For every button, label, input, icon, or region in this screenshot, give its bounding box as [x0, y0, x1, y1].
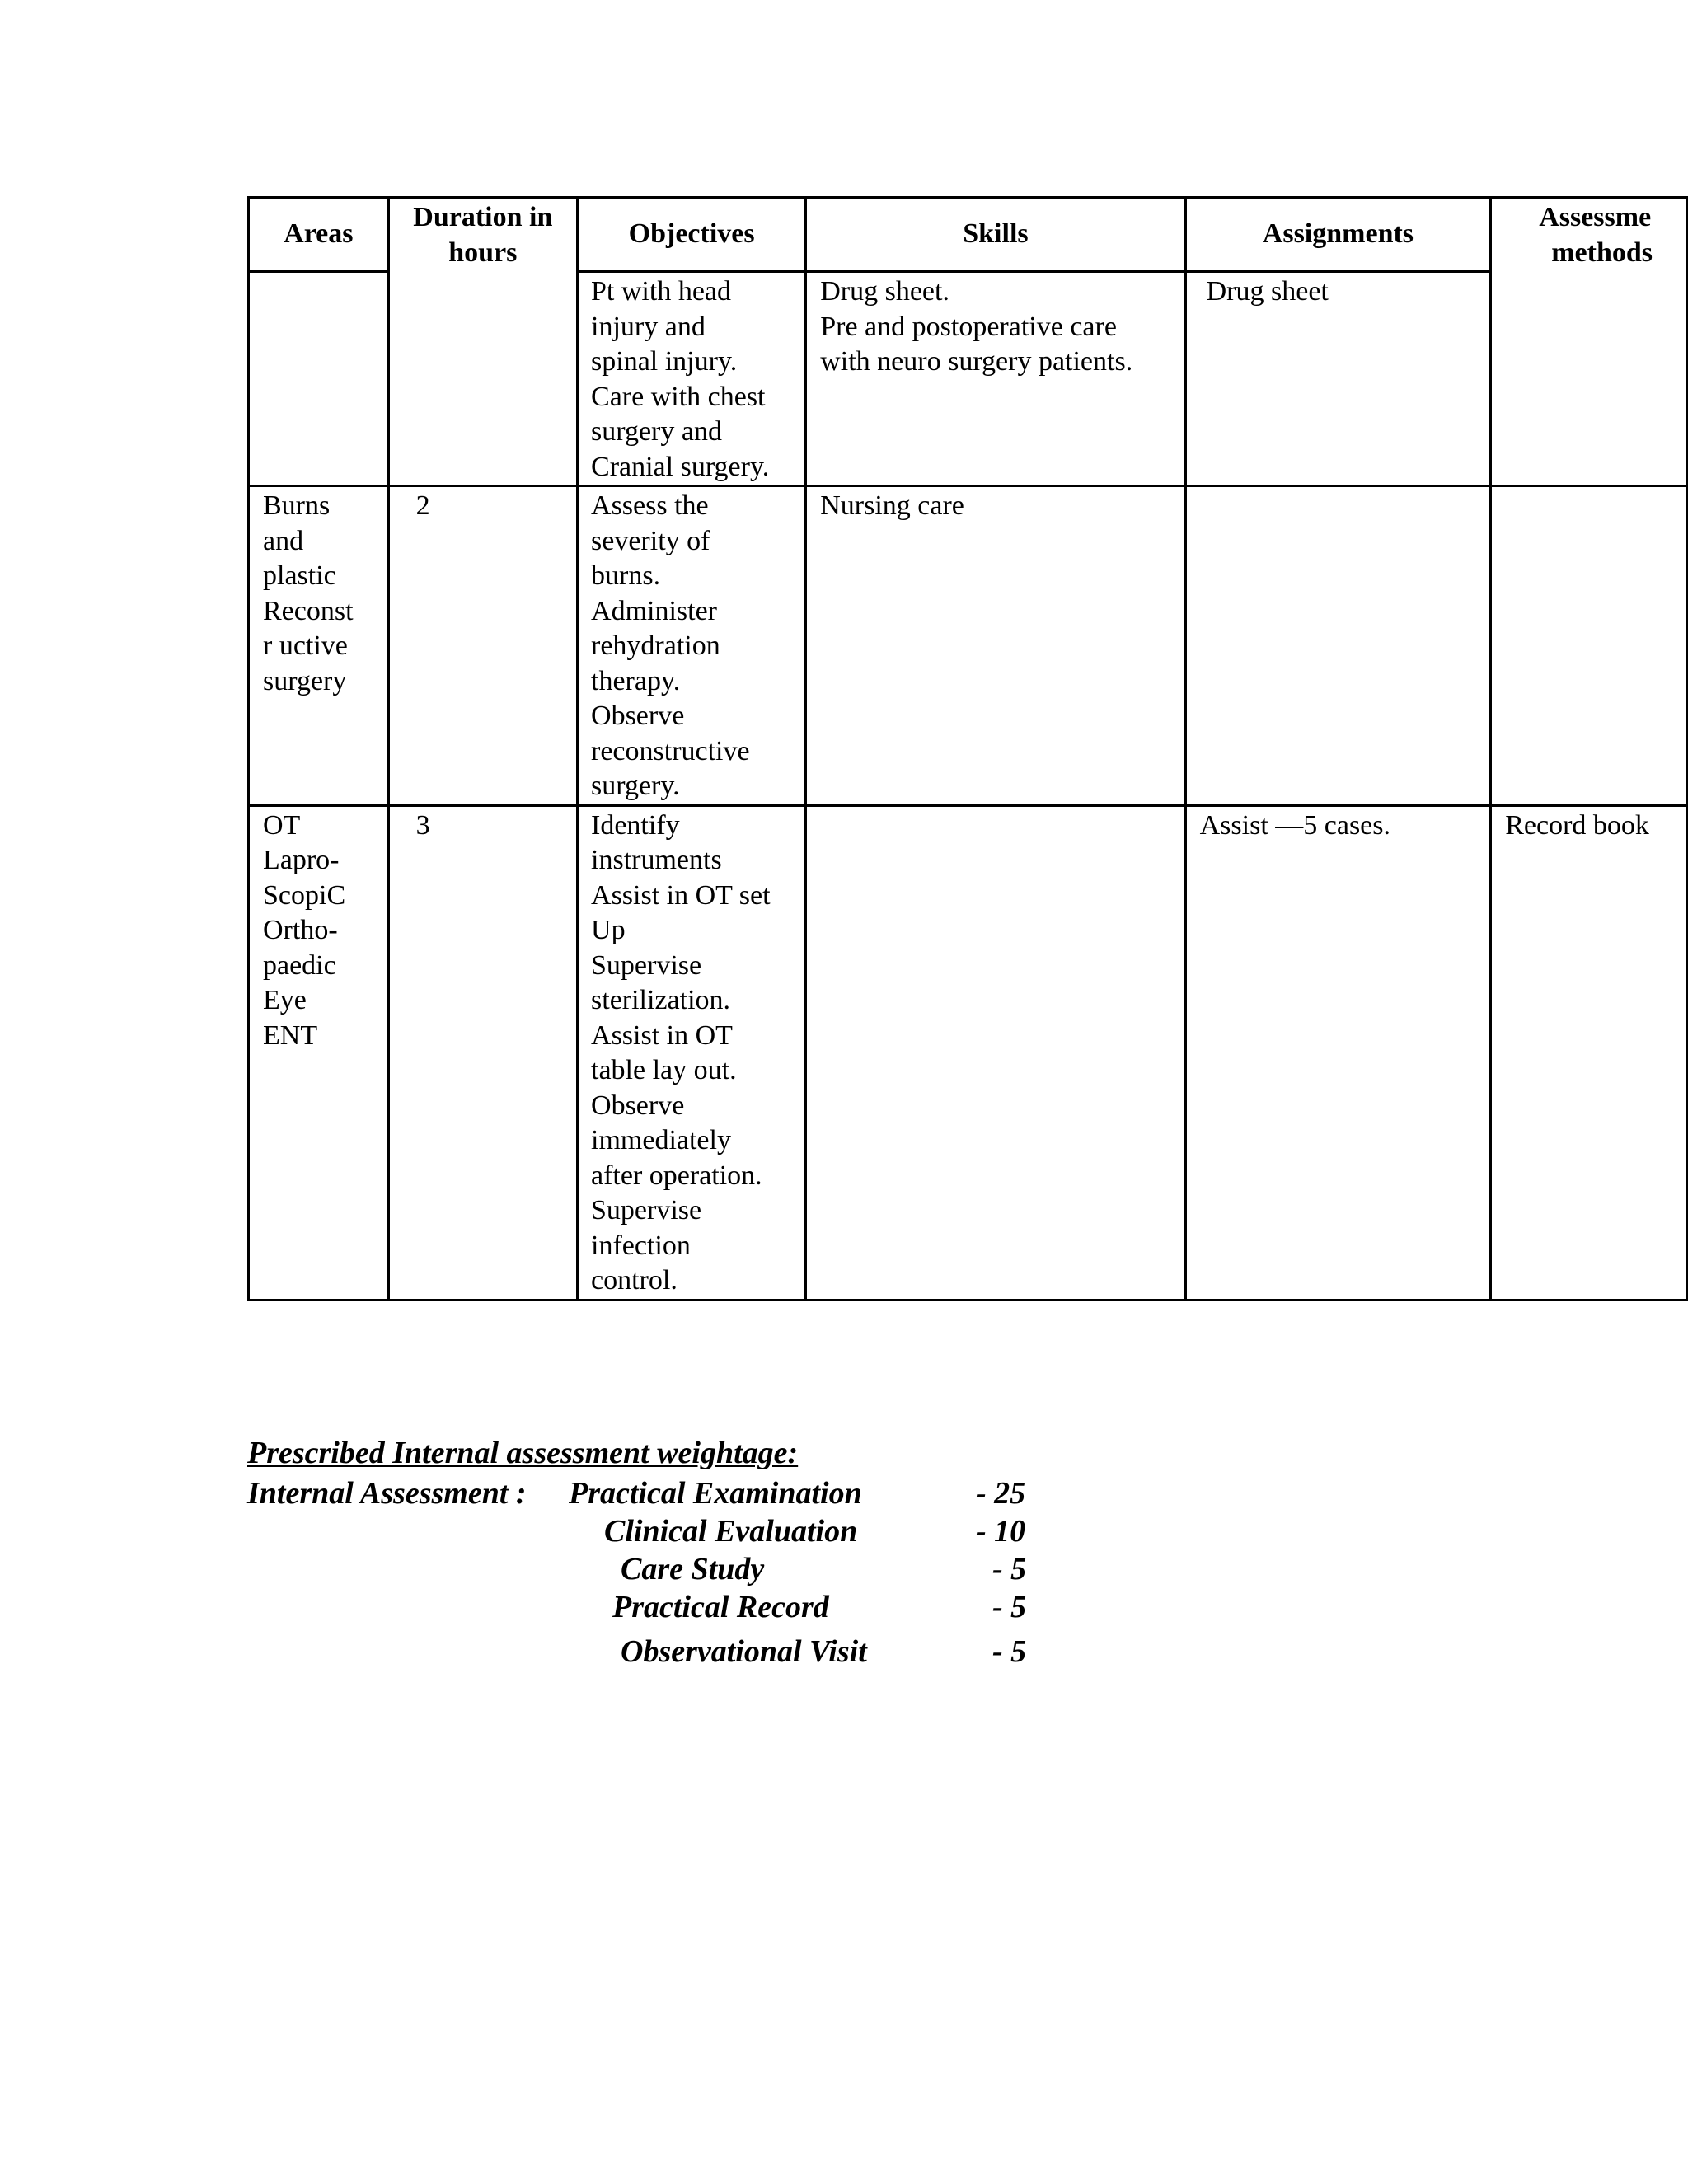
row2-objectives-text: Assess the severity of burns. Administer rehydration therapy. Observe reconstructive surgery.	[591, 490, 750, 801]
row2-skills	[806, 486, 1185, 806]
internal-assessment-label: Internal Assessment :	[247, 1476, 527, 1511]
table-row	[249, 805, 1687, 1300]
row2-assessment-text	[1492, 487, 1686, 489]
table-row	[249, 486, 1687, 806]
row3-assessment	[1491, 805, 1687, 1300]
weightage-item-value: - 5	[992, 1590, 1027, 1624]
row3-area	[249, 805, 389, 1300]
row1-assignments-text: Drug sheet	[1206, 276, 1329, 307]
row2-area	[249, 486, 389, 806]
row2-objectives	[578, 486, 806, 806]
row3-duration	[388, 805, 577, 1300]
row2-assignments	[1185, 486, 1491, 806]
row3-skills	[806, 805, 1185, 1300]
weightage-item-value: - 5	[992, 1634, 1027, 1669]
row1-objectives	[578, 272, 806, 486]
weightage-item-name: Clinical Evaluation	[604, 1514, 858, 1549]
row3-assignments-text: Assist —5 cases.	[1199, 809, 1391, 841]
header-assessment	[1491, 198, 1687, 486]
weightage-item-name: Practical Examination	[569, 1476, 862, 1511]
header-objectives: Objectives	[578, 198, 806, 272]
row3-duration-text: 3	[415, 809, 430, 841]
table-header-row	[249, 198, 1687, 272]
weightage-item-name: Practical Record	[612, 1590, 829, 1624]
header-duration-label: Duration in hours	[413, 202, 553, 268]
header-duration	[388, 198, 577, 486]
row3-skills-text	[807, 807, 1184, 808]
header-assessment-line1: Assessme	[1539, 202, 1652, 232]
row1-skills	[806, 272, 1185, 486]
row2-duration	[388, 486, 577, 806]
row3-assignments	[1185, 805, 1491, 1300]
row3-objectives	[578, 805, 806, 1300]
weightage-item-value: - 25	[976, 1476, 1026, 1511]
row2-duration-text: 2	[415, 490, 430, 521]
row2-area-text: Burns and plastic Reconst r uctive surgery	[263, 490, 354, 696]
weightage-item-name: Care Study	[621, 1552, 765, 1586]
weightage-item-name: Observational Visit	[621, 1634, 867, 1669]
row1-area-text	[250, 273, 387, 274]
row3-assessment-text: Record book	[1505, 809, 1649, 841]
weightage-item-value: - 5	[992, 1552, 1027, 1586]
weightage-item-value: - 10	[976, 1514, 1026, 1549]
header-areas: Areas	[249, 198, 389, 272]
row1-assignments	[1185, 272, 1491, 486]
header-assessment-line2: methods	[1551, 237, 1653, 268]
row2-assessment	[1491, 486, 1687, 806]
header-assignments: Assignments	[1185, 198, 1491, 272]
row2-skills-text: Nursing care	[820, 490, 964, 521]
clinical-schedule-table	[247, 196, 1688, 1301]
row3-area-text: OT Lapro- ScopiC Ortho- paedic Eye ENT	[263, 809, 346, 1051]
row2-assignments-text	[1187, 487, 1490, 489]
row1-area	[249, 272, 389, 486]
header-skills: Skills	[806, 198, 1185, 272]
row1-objectives-text: Pt with head injury and spinal injury. Care with chest surgery and Cranial surgery.	[591, 276, 770, 482]
row3-objectives-text: Identify instruments Assist in OT set Up Supervise sterilization. Assist in OT table lay out. Observe immediately after operation. Supervise infection control.	[591, 809, 771, 1296]
row1-skills-text: Drug sheet. Pre and postoperative care with neuro surgery patients.	[820, 276, 1133, 377]
weightage-title: Prescribed Internal assessment weightage:	[247, 1436, 799, 1470]
